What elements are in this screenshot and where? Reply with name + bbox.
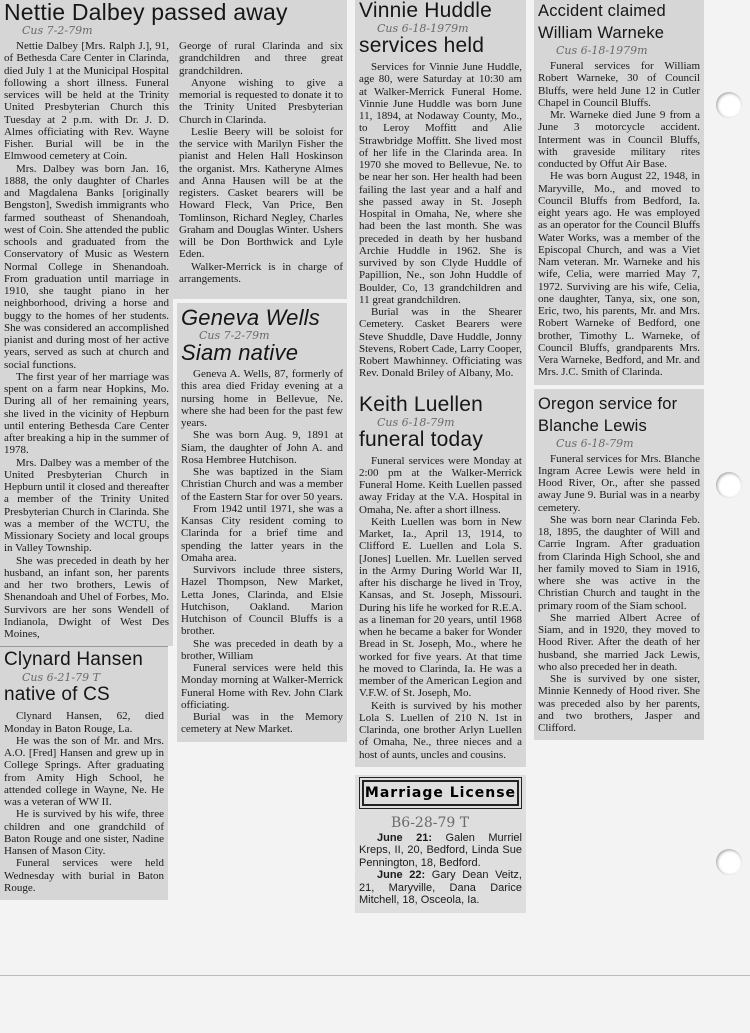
paragraph: He is survived by his wife, three children and one grandchild of Baton Rouge and one sister, Nadine Hansen of Mason City. [4, 808, 164, 857]
entry-date: June 21: [377, 831, 433, 844]
column-3 [355, 0, 526, 913]
paragraph: Services for Vinnie June Huddle, age 80, were Saturday at 10:30 am at Walker-Merrick Funeral Home. Vinnie June Huddle was born June 11, 1894, at Nodaway County, Mo., to Leroy Moffitt and Alie Strawbridge Moffitt. She lived most of her life in the Clarinda area. In 1970 she moved to Bellevue, Ne. to be near her son. Her health had been failing the last year and a half and she passed away in St. Joseph Hospital in Omaha, Ne, where she had been the last month. She was preceded in death by her husband Archie Huddle in 1962. She is survived by son Clyde Huddle of Papillion, Ne., son John Huddle of Boulder, Co, 13 grandchildren and 11 great grandchildren. [359, 61, 522, 306]
paragraph: She was preceded in death by her husband, an infant son, her parents and her two brothers, Lewis of Shenandoah and Uhel of Forbes, Mo. Survivors are her sons Wendell of Indianola, Dwight of West Des Moines, [4, 554, 169, 640]
clipping-vinnie-huddle [355, 0, 526, 386]
article-body [538, 453, 700, 735]
entry-date: June 22: [377, 869, 426, 882]
paragraph: Nettie Dalbey [Mrs. Ralph J.], 91, of Bethesda Care Center in Clarinda, died July 1 at the Municipal Hospital following a short illness. Funeral services will be held at the Trinity United Presbyterian Church this Tuesday at 2 p.m. with Dr. J. D. Almes officiating with Rev. Wayne Fisher. Burial will be in the Elmwood cemetery at Coin. [4, 40, 169, 163]
punch-hole [716, 849, 742, 875]
paragraph: Walker-Merrick is in charge of arrangements. [179, 260, 343, 285]
handwritten-note: Cus 6-21-79 T [22, 671, 100, 685]
left-block [0, 0, 347, 900]
article-body [4, 710, 164, 894]
headline-line-1: Accident claimed [538, 2, 666, 20]
clipping-william-warneke [534, 0, 704, 385]
paragraph: Funeral services were held this Monday morning at Walker-Merrick Funeral Home with Rev. John Clark officiating. [181, 662, 343, 711]
marriage-entries [359, 832, 522, 907]
headline-line-2: William Warneke [538, 24, 665, 42]
entry-text: Gary Dean Veitz, 21, Maryville, Dana Darice Mitchell, 18, Osceola, Ia. [359, 869, 522, 907]
paragraph: She was baptized in the Siam Christian Church and was a member of the Eastern Star for over 50 years. [181, 466, 343, 503]
article-body-col2 [179, 40, 343, 285]
headline-line-2: native of CS [4, 684, 110, 706]
paragraph: Leslie Beery will be soloist for the service with Marilyn Fisher the pianist and Helen Hall Hoskinson the organist. Mrs. Katheryne Almes and Anna Hausen will be at the registers. Casket bearers will be Howard Fleck, Van Price, Ben Tomlinson, Richard Negley, Charles Graham and Douglas Winter. Ushers will be Don Borthwick and Lyle Eden. [179, 125, 343, 261]
clipping-blanche-lewis [534, 389, 704, 741]
paragraph: Geneva A. Wells, 87, formerly of this area died Friday evening at a nursing home in Bellevue, Ne. where she had been for the past few years. [181, 368, 343, 429]
handwritten-note: Cus 6-18-1979m [377, 22, 469, 35]
article-body [359, 61, 522, 380]
dalbey-columns [0, 37, 347, 900]
paragraph: She was preceded in death by a brother, William [181, 637, 343, 662]
clipping-nettie-dalbey-col1 [0, 37, 173, 646]
handwritten-note: Cus 7-2-79m [22, 24, 93, 37]
article-body [538, 60, 700, 379]
page-edge [0, 975, 750, 976]
entry-text: Galen Murriel Kreps, II, 20, Bedford, Linda Sue Pennington, 18, Bedford. [359, 831, 522, 869]
paragraph: George of rural Clarinda and six grandchildren and three great grandchildren. [179, 40, 343, 77]
clipping-nettie-dalbey-col2 [173, 37, 347, 299]
headline-line-1: Vinnie Huddle [359, 0, 492, 22]
paragraph: From 1942 until 1971, she was a Kansas City resident coming to Clarinda for a brief time and spending the latter years in the Omaha area. [181, 502, 343, 564]
headline-line-2: Siam native [181, 340, 299, 365]
paragraph: She was born near Clarinda Feb. 18, 1895, the daughter of Will and Carrie Ingram. After graduation from Clarinda High School, she and her family moved to Siam in 1916, where she was active in the Christian Church and taught in the primary room of the Siam school. [538, 513, 700, 612]
column-2 [173, 37, 347, 742]
paragraph: Mrs. Dalbey was born Jan. 16, 1888, the only daughter of Charles and Magdalena Banks [originally Bengston], Swedish immigrants who farmed southeast of Shenandoah, west of Coin. She attended the public schools and graduated from the Conservatory of Music as Western Normal College in Shenandoah. From graduation until marriage in 1910, she taught piano in her neighborhood, driving a horse and buggy to the homes of her students. She was considered an accomplished pianist and during most of her active years, served as such at church and social functions. [4, 162, 169, 371]
paragraph: Keith Luellen was born in New Market, Ia., April 13, 1914, to Clifford E. Luellen and Lola S. [Jones] Luellen. Mr. Luellen served in the Army During World War II, after his discharge he lived in Troy, Kansas, and St. Joseph, Missouri. During his life he worked for R.E.A. as a lineman for 20 years, until 1968 when he became a baker for Wonder Bread in St. Joseph, Mo., where he worked for five years. At that time he moved to Clarinda, Ia. He was a member of the American Legion and V.F.W. of St. Joseph, Mo. [359, 515, 522, 700]
paragraph: Survivors include three sisters, Hazel Thompson, New Market, Letta Jones, Clarinda, and Elsie Hutchison, Oakland. Marion Hutchison of Council Bluffs is a brother. [181, 564, 343, 638]
paragraph: Funeral services for Mrs. Blanche Ingram Acree Lewis were held in Hood River, Or., after she passed away June 9. Burial was in a nearby cemetery. [538, 452, 700, 514]
paragraph: She married Albert Acree of Siam, and in 1920, they moved to Hood River. After the death of her husband, she married Jack Lewis, who also preceded her in death. [538, 611, 700, 673]
handwritten-note: Cus 7-2-79m [199, 329, 270, 342]
paragraph: Funeral services for William Robert Warneke, 30 of Council Bluffs, were held June 12 in Cutler Chapel in Council Bluffs. [538, 60, 700, 109]
clipping-marriage-license [355, 775, 526, 913]
paragraph: Funeral services were held Wednesday with burial in Baton Rouge. [4, 857, 164, 894]
handwritten-note: Cus 6-18-79m [377, 415, 455, 429]
headline-line-2: Blanche Lewis [538, 416, 647, 435]
headline-line-2: services held [359, 34, 485, 57]
article-body [181, 368, 343, 736]
headline-line-1: Geneva Wells [181, 305, 320, 330]
headline-line-2: funeral today [359, 427, 484, 451]
headline-line-1: Oregon service for [538, 394, 678, 413]
paragraph: He was born August 22, 1948, in Maryville, Mo., and moved to Council Bluffs from Bedford, Ia. eight years ago. He was employed as an operator for the Council Bluffs Water Works, was a member of the Episcopal Church, and was a Viet Nam veteran. Mr. Warneke and his wife, Celia, were married May 7, 1972. Surviving are his wife, Celia, one daughter, Tanya, six, one son, Eric, two, his parents, Mr. and Mrs. Robert Warneke of Bedford, one brother, Timothy L. Warneke, of Council Bluffs, grandparents Mrs. Vera Warneke, Bedford, and Mr. and Mrs. J.C. Smith of Clarinda. [538, 170, 700, 379]
marriage-entry [359, 832, 522, 870]
paragraph: The first year of her marriage was spent on a farm near Hopkins, Mo. During all of her remaining years, she lived in the vicinity of Hepburn until entering Bethesda Care Center after breaking a hip in the summer of 1978. [4, 370, 169, 457]
column-4 [534, 0, 704, 740]
paragraph: She is survived by one sister, Minnie Kennedy of Hood river. She was preceded also by her parents, and two brothers, Jasper and Clifford. [538, 673, 700, 734]
paragraph: Anyone wishing to give a memorial is requested to donate it to the Trinity United Presbyterian Church in Clarinda. [179, 76, 343, 126]
paragraph: He was the son of Mr. and Mrs. A.O. [Fred] Hansen and grew up in College Springs. After graduating from Amity High School, he attended college in Wayne, Ne. He was a veteran of WW II. [4, 734, 164, 808]
clipping-nettie-dalbey-header [0, 0, 347, 37]
paragraph: Funeral services were Monday at 2:00 pm at the Walker-Merrick Funeral Home. Keith Luellen passed away Friday at the V.A. Hospital in Omaha, Ne. after a short illness. [359, 454, 522, 516]
paragraph: Burial was in the Shearer Cemetery. Casket Bearers were Steve Shuddle, Dave Huddle, Jonny Stevens, Robert Cade, Larry Cooper, Robert Mawhinney. Officiating was Rev. Donald Briley of Albany, Mo. [359, 306, 522, 380]
headline-line-1: Keith Luellen [359, 392, 484, 416]
paragraph: Clynard Hansen, 62, died Monday in Baton Rouge, La. [4, 710, 164, 735]
paragraph: She was born Aug. 9, 1891 at Siam, the daughter of John A. and Rosa Hembree Hutchison. [181, 429, 343, 466]
column-1 [0, 37, 173, 900]
article-body [359, 455, 522, 761]
article-body-col1 [4, 40, 169, 640]
clipping-clynard-hansen [0, 646, 168, 900]
punch-hole [716, 92, 742, 118]
punch-hole [716, 472, 742, 498]
clipping-geneva-wells [177, 303, 347, 742]
handwritten-note: B6-28-79 T [391, 814, 470, 831]
paragraph: Mrs. Dalbey was a member of the United Presbyterian Church in Hepburn until it closed and thereafter a member of the Trinity United Presbyterian Church in Clarinda. She was a member of the WCTU, the Missionary Society and local groups in Valley Township. [4, 456, 169, 555]
handwritten-note: Cus 6-18-1979m [556, 44, 648, 57]
headline: Nettie Dalbey passed away [4, 0, 288, 25]
marriage-entry [359, 869, 522, 907]
paragraph: Keith is survived by his mother Lola S. Luellen of 210 N. 1st in Clarinda, one brother Arlyn Luellen of Omaha, Ne., three nieces and a host of aunts, uncles and cousins. [359, 699, 522, 761]
handwritten-note: Cus 6-18-79m [556, 436, 634, 450]
headline-line-1: Clynard Hansen [4, 649, 144, 671]
marriage-license-title: Marriage License [362, 780, 519, 806]
clipping-keith-luellen [355, 386, 526, 767]
paragraph: Burial was in the Memory cemetery at New Market. [181, 711, 343, 736]
paragraph: Mr. Warneke died June 9 from a June 3 motorcycle accident. Interment was in Council Bluffs, with graveside military rites conducted by Offut Air Base. [538, 109, 700, 170]
